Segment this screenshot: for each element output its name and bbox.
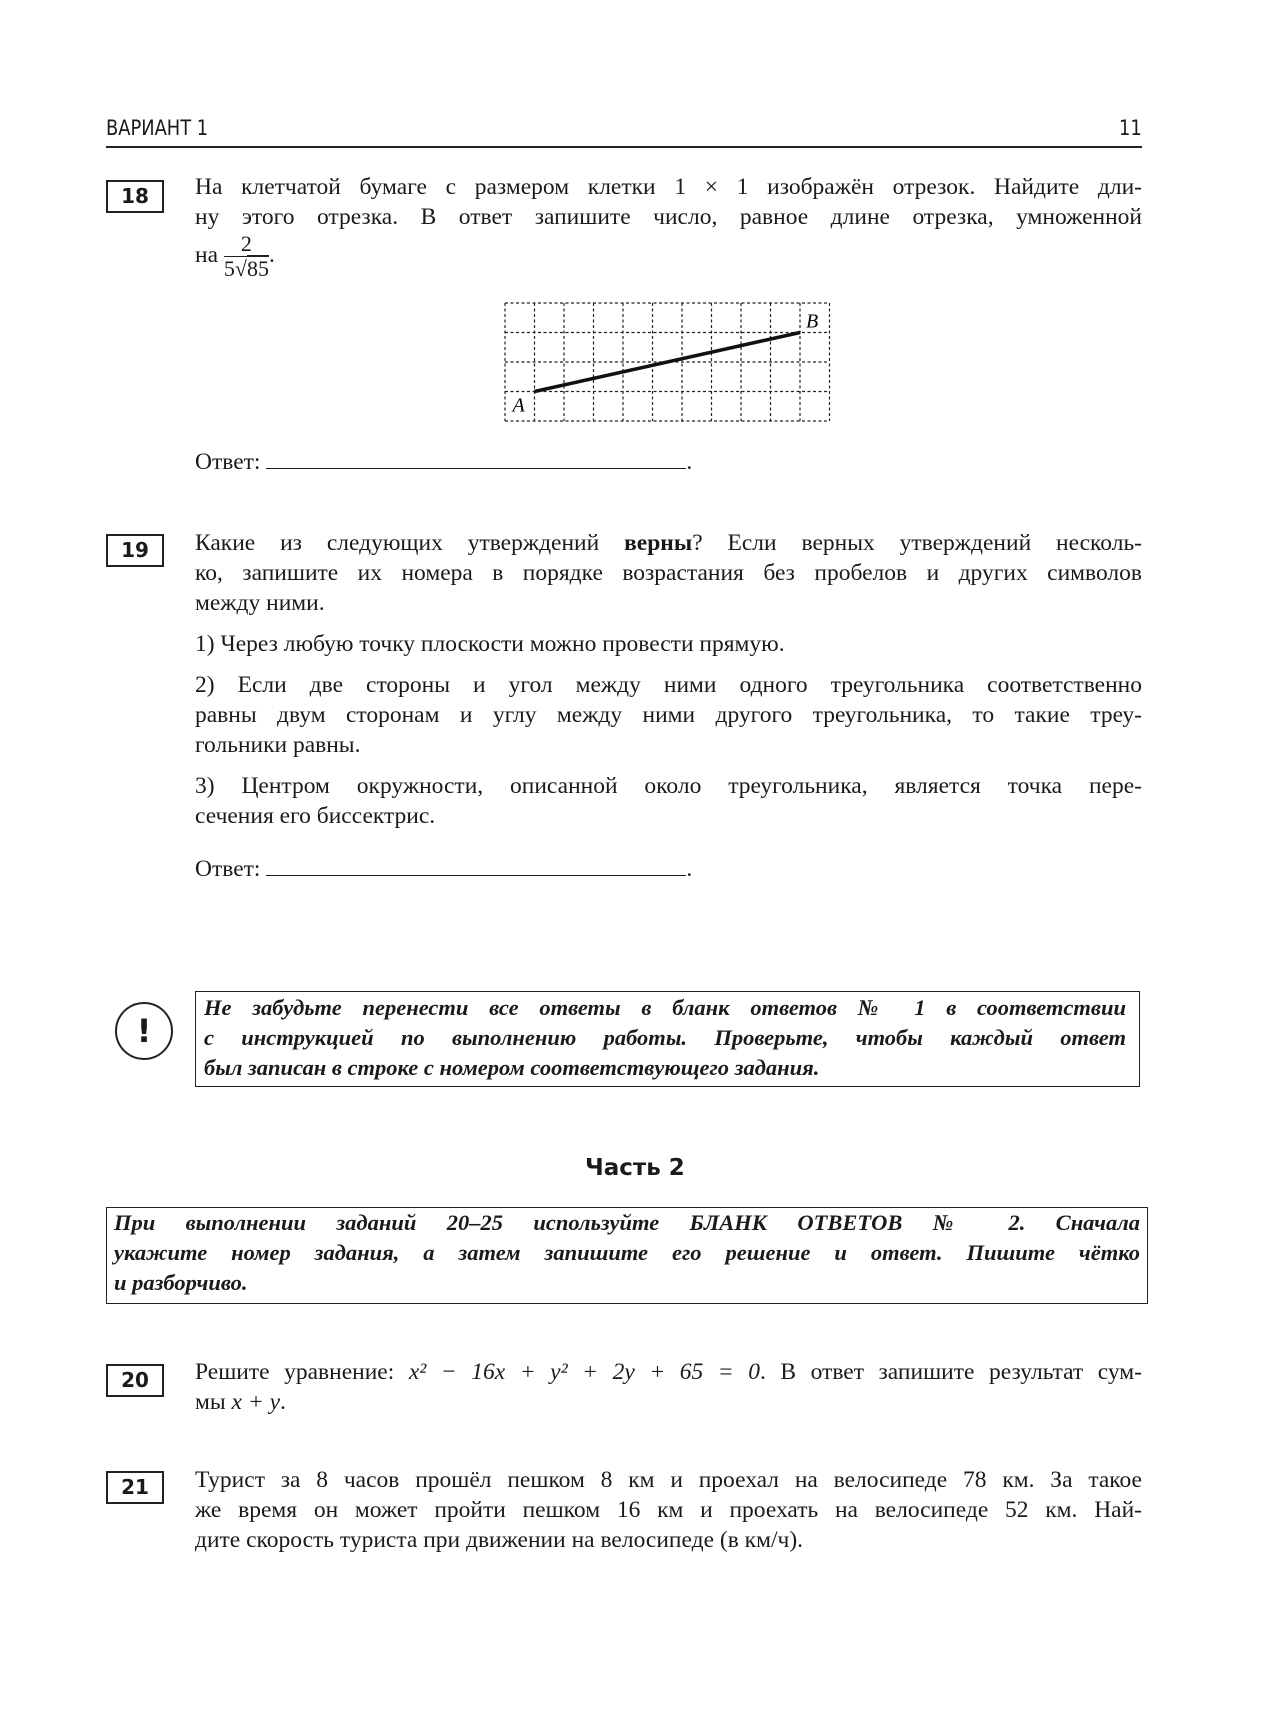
- task-number-18: 18: [106, 180, 164, 213]
- statement-1: 1) Через любую точку плоскости можно провести прямую.: [195, 631, 785, 657]
- answer-blank[interactable]: [266, 855, 686, 876]
- task-21-text: Турист за 8 часов прошёл пешком 8 км и проехал на велосипеде 78 км. За такое же время он может пройти пешком 16 км и проехать на велосипеде 52 км. Най- дите скорость туриста при движении на велосипеде (в км/ч).: [195, 1467, 1142, 1553]
- answer-blank[interactable]: [266, 448, 686, 469]
- text-line: На клетчатой бумаге с размером клетки 1 × 1 изображён отрезок. Найдите дли-: [195, 174, 1142, 200]
- task-20-text: [195, 1357, 1142, 1417]
- page-number: 11: [1119, 116, 1142, 140]
- text-line: ну этого отрезка. В ответ запишите число, равное длине отрезка, умноженной: [195, 204, 1142, 230]
- point-b-label: B: [806, 310, 819, 333]
- answer-line-19[interactable]: Ответ: .: [195, 856, 693, 882]
- task-18-text: [195, 172, 1142, 281]
- grid-figure: [495, 295, 840, 430]
- task-number-20: 20: [106, 1364, 164, 1397]
- text-line: на $\frac{2}{5√85}$ .: [195, 231, 275, 281]
- statement-2: 2) Если две стороны и угол между ними одного треугольника соответственно равны двум сторонам и углу между ними другого треугольника, то такие треу- гольники равны.: [195, 672, 1142, 758]
- notice-box: Не забудьте перенести все ответы в бланк ответов № 1 в соответствии с инструкцией по выполнению работы. Проверьте, чтобы каждый ответ был записан в строке с номером соответствующего задания.: [195, 991, 1140, 1087]
- task-number-21: 21: [106, 1471, 164, 1504]
- text-line: Решите уравнение: x² − 16x + y² + 2y + 65 = 0. В ответ запишите результат сум-: [195, 1359, 1142, 1385]
- page-header: [106, 112, 1142, 148]
- statement-3: 3) Центром окружности, описанной около треугольника, является точка пере- сечения его биссектрис.: [195, 773, 1142, 829]
- point-a-label: A: [512, 394, 525, 417]
- part-2-heading: Часть 2: [585, 1155, 685, 1181]
- task-number-19: 19: [106, 534, 164, 567]
- task-19-text: [195, 528, 1142, 842]
- fraction: $\frac{2}{5√85}$: [223, 231, 269, 281]
- text-line: Какие из следующих утверждений верны? Если верных утверждений несколь-: [195, 530, 1142, 556]
- equation: x² − 16x + y² + 2y + 65 = 0: [408, 1359, 760, 1385]
- text-line: ко, запишите их номера в порядке возрастания без пробелов и других символов: [195, 560, 1142, 586]
- answer-line-18[interactable]: Ответ: .: [195, 449, 693, 475]
- text-line: мы x + y.: [195, 1389, 286, 1415]
- text-line: между ними.: [195, 590, 325, 616]
- variant-title: ВАРИАНТ 1: [106, 116, 209, 140]
- part-2-instructions: При выполнении заданий 20–25 используйте БЛАНК ОТВЕТОВ № 2. Сначала укажите номер задания, а затем запишите его решение и ответ. Пишите чётко и разборчиво.: [106, 1207, 1148, 1304]
- exclamation-circle-icon: !: [115, 1002, 173, 1060]
